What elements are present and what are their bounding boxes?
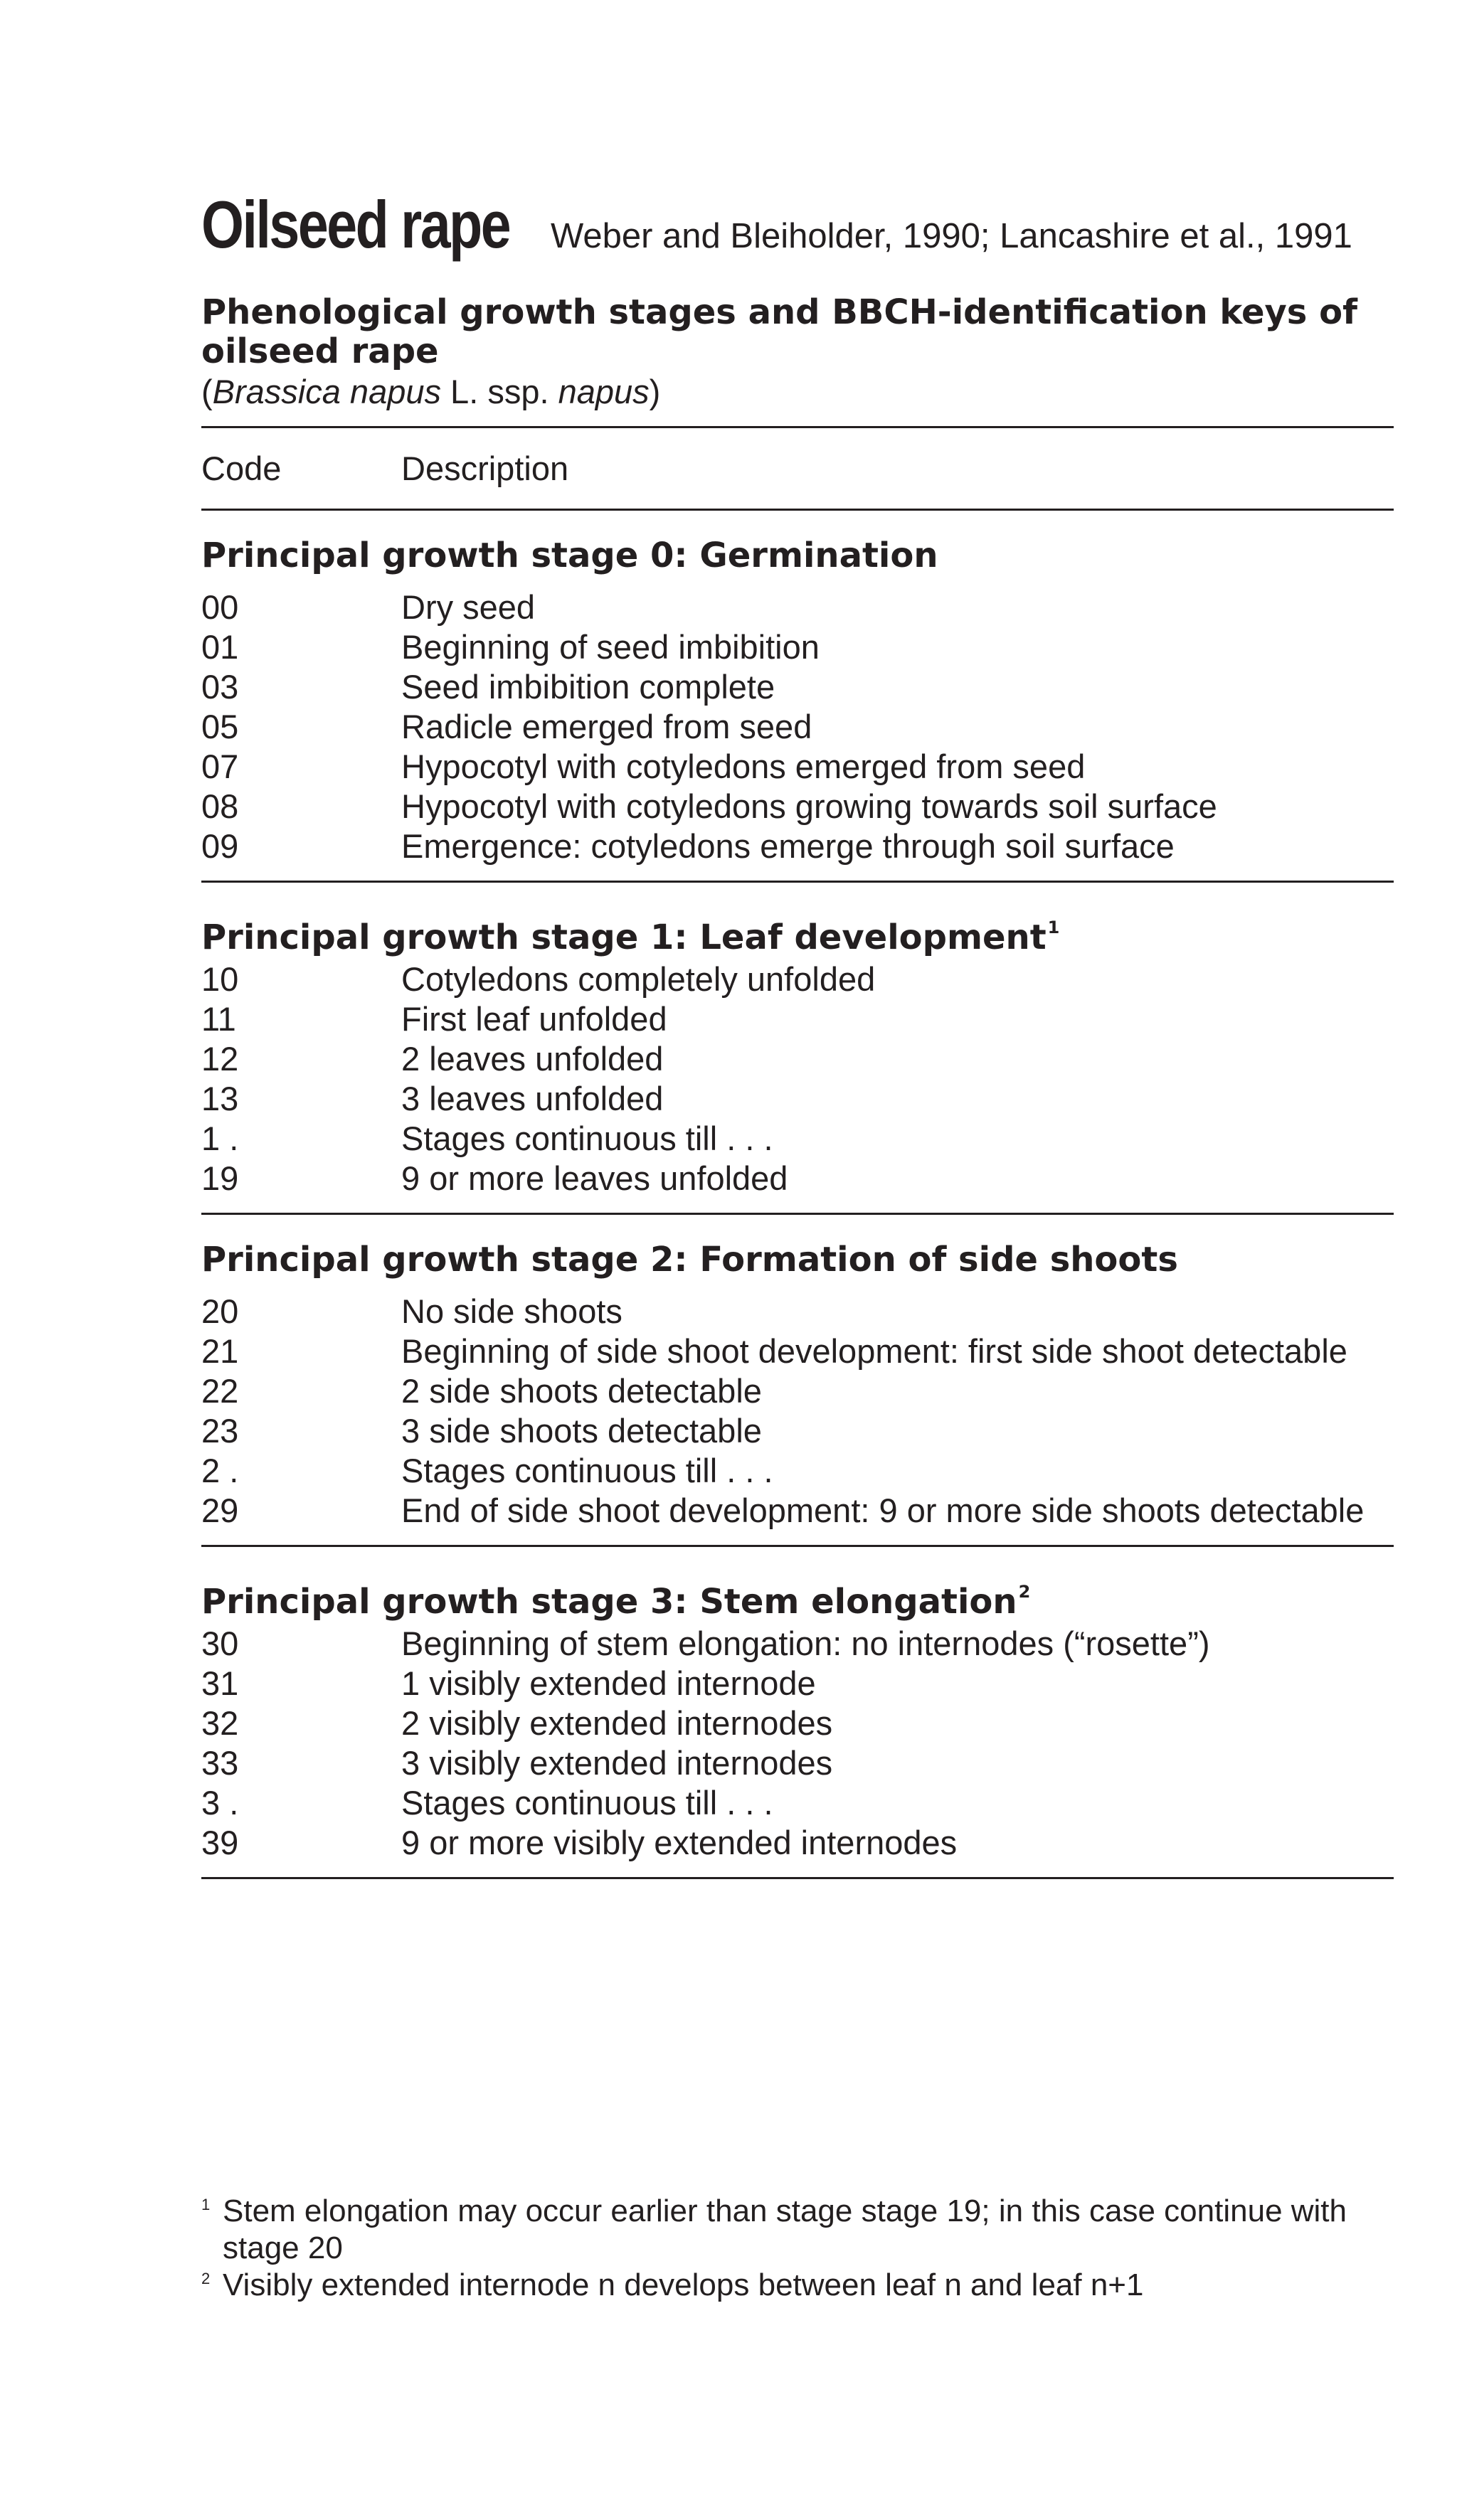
stage-code: 03 bbox=[201, 668, 239, 706]
stage-code: 39 bbox=[201, 1824, 239, 1861]
stage-description: No side shoots bbox=[401, 1292, 622, 1330]
stage-code: 31 bbox=[201, 1664, 239, 1702]
document-subtitle: Phenological growth stages and BBCH-identification keys of oilseed rape bbox=[201, 292, 1357, 371]
code-column-header: Code bbox=[201, 450, 282, 487]
divider bbox=[201, 881, 1394, 883]
table-header bbox=[201, 428, 1394, 509]
table-row bbox=[201, 1783, 1394, 1823]
stage-code: 3 . bbox=[201, 1784, 239, 1822]
stage-description: Emergence: cotyledons emerge through soil surface bbox=[401, 827, 1175, 865]
stage-title: Principal growth stage 1: Leaf development$^1$ bbox=[201, 918, 1060, 957]
stage-code: 01 bbox=[201, 628, 239, 666]
table-row bbox=[201, 1624, 1394, 1664]
table-row bbox=[201, 1159, 1394, 1198]
stage-description: Beginning of side shoot development: first side shoot detectable bbox=[401, 1332, 1347, 1370]
stage-description: 3 visibly extended internodes bbox=[401, 1744, 833, 1782]
table-row bbox=[201, 1292, 1394, 1331]
stage-description: Hypocotyl with cotyledons growing towards soil surface bbox=[401, 787, 1217, 825]
divider bbox=[201, 1545, 1394, 1547]
stage-description: 9 or more leaves unfolded bbox=[401, 1159, 788, 1197]
footnote bbox=[201, 2267, 1411, 2304]
stage-code: 20 bbox=[201, 1292, 239, 1330]
table-row bbox=[201, 787, 1394, 826]
stage-code: 12 bbox=[201, 1040, 239, 1078]
stage-description: 9 or more visibly extended internodes bbox=[401, 1824, 958, 1861]
stage-code: 10 bbox=[201, 960, 239, 998]
stage-code: 09 bbox=[201, 827, 239, 865]
table-row bbox=[201, 1491, 1394, 1531]
table-row bbox=[201, 1331, 1394, 1371]
authors-citation: Weber and Bleiholder, 1990; Lancashire et al., 1991 bbox=[551, 217, 1352, 255]
stage-code: 07 bbox=[201, 748, 239, 785]
stage-description: Cotyledons completely unfolded bbox=[401, 960, 876, 998]
stage-description: 2 visibly extended internodes bbox=[401, 1704, 833, 1742]
table-row bbox=[201, 1371, 1394, 1411]
stage-code: 21 bbox=[201, 1332, 239, 1370]
document-header bbox=[201, 186, 1394, 263]
footnote bbox=[201, 2193, 1411, 2267]
stage-code: 00 bbox=[201, 588, 239, 626]
table-row bbox=[201, 1079, 1394, 1119]
stage-code: 11 bbox=[201, 1000, 236, 1038]
table-row bbox=[201, 1823, 1394, 1863]
stage-code: 33 bbox=[201, 1744, 239, 1782]
species-genus: Brassica napus bbox=[212, 373, 441, 410]
table-row bbox=[201, 1039, 1394, 1079]
table-row bbox=[201, 1411, 1394, 1451]
stage-code: 23 bbox=[201, 1412, 239, 1450]
stage-description: 2 leaves unfolded bbox=[401, 1040, 664, 1078]
stage-code: 30 bbox=[201, 1625, 239, 1662]
table-row bbox=[201, 747, 1394, 787]
stage-title: Principal growth stage 0: Germination bbox=[201, 536, 938, 575]
stage-code: 32 bbox=[201, 1704, 239, 1742]
stage-description: 1 visibly extended internode bbox=[401, 1664, 816, 1702]
footnote-text: Visibly extended internode n develops between leaf n and leaf n+1 bbox=[223, 2268, 1144, 2302]
stage-title: Principal growth stage 2: Formation of side shoots bbox=[201, 1240, 1178, 1280]
stage-description: End of side shoot development: 9 or more side shoots detectable bbox=[401, 1492, 1365, 1529]
description-column-header: Description bbox=[401, 450, 569, 487]
stage-description: Seed imbibition complete bbox=[401, 668, 775, 706]
stage-section bbox=[201, 1236, 1394, 1547]
stage-description: 3 side shoots detectable bbox=[401, 1412, 762, 1450]
stage-section bbox=[201, 1568, 1394, 1879]
stage-description: Stages continuous till . . . bbox=[401, 1784, 773, 1822]
footnote-number: 1 bbox=[201, 2196, 211, 2213]
table-row bbox=[201, 707, 1394, 747]
stage-code: 2 . bbox=[201, 1452, 239, 1489]
footnotes bbox=[201, 2193, 1411, 2304]
table-row bbox=[201, 1119, 1394, 1159]
stage-description: Beginning of stem elongation: no internodes (“rosette”) bbox=[401, 1625, 1210, 1662]
stage-code: 22 bbox=[201, 1372, 239, 1410]
stage-description: Stages continuous till . . . bbox=[401, 1452, 773, 1489]
stage-code: 19 bbox=[201, 1159, 239, 1197]
stage-list bbox=[201, 532, 1394, 1879]
footnote-text: Stem elongation may occur earlier than stage stage 19; in this case continue with stage 20 bbox=[223, 2194, 1347, 2265]
stage-code: 05 bbox=[201, 708, 239, 745]
stage-description: Radicle emerged from seed bbox=[401, 708, 812, 745]
stage-description: Dry seed bbox=[401, 588, 536, 626]
footnote-number: 2 bbox=[201, 2270, 211, 2287]
stage-code: 13 bbox=[201, 1080, 239, 1117]
stage-description: Hypocotyl with cotyledons emerged from seed bbox=[401, 748, 1086, 785]
divider bbox=[201, 1213, 1394, 1215]
document-body bbox=[201, 186, 1394, 1879]
stage-section bbox=[201, 904, 1394, 1215]
table-row bbox=[201, 588, 1394, 627]
divider bbox=[201, 509, 1394, 511]
stage-title: Principal growth stage 3: Stem elongation$^2$ bbox=[201, 1582, 1031, 1622]
table-row bbox=[201, 1664, 1394, 1703]
stage-description: First leaf unfolded bbox=[401, 1000, 667, 1038]
table-row bbox=[201, 826, 1394, 866]
stage-description: Stages continuous till . . . bbox=[401, 1120, 773, 1157]
table-row bbox=[201, 627, 1394, 667]
species-name: (Brassica napus L. ssp. napus) bbox=[201, 373, 661, 410]
stage-code: 08 bbox=[201, 787, 239, 825]
table-row bbox=[201, 959, 1394, 999]
stage-code: 29 bbox=[201, 1492, 239, 1529]
crop-title: Oilseed rape bbox=[201, 187, 510, 262]
stage-description: 2 side shoots detectable bbox=[401, 1372, 762, 1410]
footnote-marker: 2 bbox=[1018, 1582, 1031, 1602]
species-subspecies: napus bbox=[558, 373, 650, 410]
stage-section bbox=[201, 532, 1394, 883]
divider bbox=[201, 1877, 1394, 1879]
table-row bbox=[201, 999, 1394, 1039]
table-row bbox=[201, 1743, 1394, 1783]
footnote-marker: 1 bbox=[1047, 918, 1060, 937]
table-row bbox=[201, 1703, 1394, 1743]
stage-description: 3 leaves unfolded bbox=[401, 1080, 664, 1117]
stage-description: Beginning of seed imbibition bbox=[401, 628, 820, 666]
stage-code: 1 . bbox=[201, 1120, 239, 1157]
table-row bbox=[201, 667, 1394, 707]
table-row bbox=[201, 1451, 1394, 1491]
